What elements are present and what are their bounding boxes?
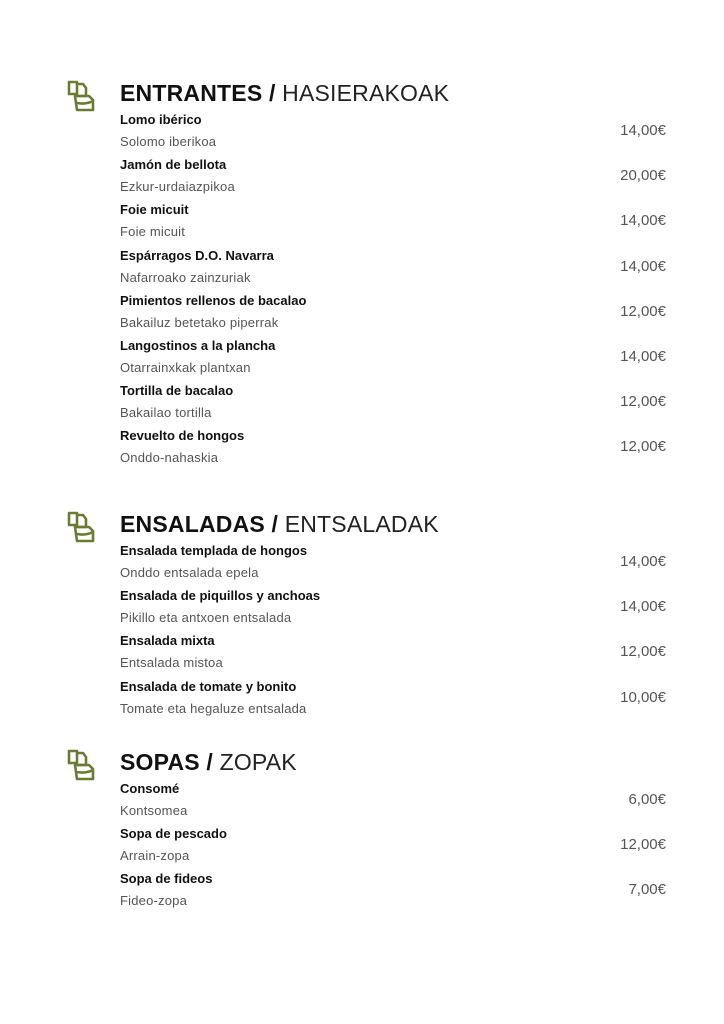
item-price: 12,00€ (620, 393, 666, 411)
item-price: 10,00€ (620, 688, 666, 706)
item-description: Kontsomea (120, 803, 188, 818)
item-description: Entsalada mistoa (120, 655, 223, 671)
item-description: Arrain-zopa (120, 848, 190, 864)
leaf-logo-icon (66, 748, 96, 782)
menu-item (0, 587, 724, 632)
heading-basque: ZOPAK (219, 749, 297, 775)
menu-item (0, 427, 724, 472)
item-name: Foie micuit (120, 202, 189, 218)
item-description: Pikillo eta antxoen entsalada (120, 610, 292, 626)
item-description: Bakailao tortilla (120, 405, 212, 421)
item-name: Ensalada de piquillos y anchoas (120, 588, 321, 604)
menu-item (0, 156, 724, 201)
item-price: 14,00€ (620, 122, 666, 139)
menu-item (0, 825, 724, 870)
item-name: Jamón de bellota (120, 157, 227, 173)
item-price: 12,00€ (620, 643, 666, 661)
item-name: Sopa de fideos (120, 871, 213, 887)
item-description: Onddo entsalada epela (120, 565, 259, 580)
item-name: Revuelto de hongos (120, 428, 245, 444)
heading-spanish: SOPAS / (120, 749, 213, 775)
item-price: 12,00€ (620, 302, 666, 320)
item-name: Consomé (120, 781, 180, 796)
item-price: 20,00€ (620, 167, 666, 185)
item-price: 14,00€ (620, 257, 666, 275)
item-price: 14,00€ (620, 598, 666, 616)
menu-item (0, 542, 724, 587)
item-name: Ensalada mixta (120, 633, 215, 649)
menu-item (0, 201, 724, 246)
menu-item (0, 632, 724, 677)
item-price: 14,00€ (620, 347, 666, 365)
heading-spanish: ENSALADAS / (120, 511, 279, 537)
menu-item (0, 870, 724, 915)
menu-item (0, 292, 724, 337)
heading-basque: HASIERAKOAK (282, 80, 450, 106)
item-description: Otarrainxkak plantxan (120, 359, 251, 375)
item-description: Tomate eta hegaluze entsalada (120, 700, 307, 716)
menu-item (0, 382, 724, 427)
item-description: Solomo iberikoa (120, 134, 217, 149)
item-price: 12,00€ (620, 836, 666, 854)
item-description: Bakailuz betetako piperrak (120, 314, 279, 330)
item-description: Fideo-zopa (120, 893, 188, 909)
item-name: Pimientos rellenos de bacalao (120, 292, 307, 308)
item-price: 6,00€ (628, 791, 666, 808)
menu-item (0, 337, 724, 382)
item-description: Onddo-nahaskia (120, 450, 219, 466)
item-description: Ezkur-urdaiazpikoa (120, 179, 235, 195)
heading-spanish: ENTRANTES / (120, 80, 276, 106)
menu-item (0, 247, 724, 292)
leaf-logo-icon (66, 79, 96, 113)
item-price: 7,00€ (628, 881, 666, 899)
section-heading (120, 79, 449, 107)
item-name: Lomo ibérico (120, 112, 202, 127)
heading-basque: ENTSALADAK (284, 511, 439, 537)
item-name: Tortilla de bacalao (120, 383, 234, 399)
item-name: Espárragos D.O. Navarra (120, 247, 274, 263)
item-price: 14,00€ (620, 553, 666, 570)
item-name: Langostinos a la plancha (120, 337, 276, 353)
menu-list (0, 111, 724, 473)
menu-list (0, 542, 724, 723)
item-price: 12,00€ (620, 438, 666, 456)
leaf-logo-icon (66, 510, 96, 544)
item-name: Sopa de pescado (120, 826, 227, 842)
section-heading (120, 510, 439, 538)
item-name: Ensalada templada de hongos (120, 543, 308, 558)
item-description: Foie micuit (120, 224, 186, 240)
menu-item (0, 111, 724, 156)
item-description: Nafarroako zainzuriak (120, 269, 251, 285)
section-heading (120, 748, 297, 776)
menu-item (0, 780, 724, 825)
menu-item (0, 678, 724, 723)
menu-list (0, 780, 724, 916)
item-name: Ensalada de tomate y bonito (120, 678, 297, 694)
item-price: 14,00€ (620, 212, 666, 230)
